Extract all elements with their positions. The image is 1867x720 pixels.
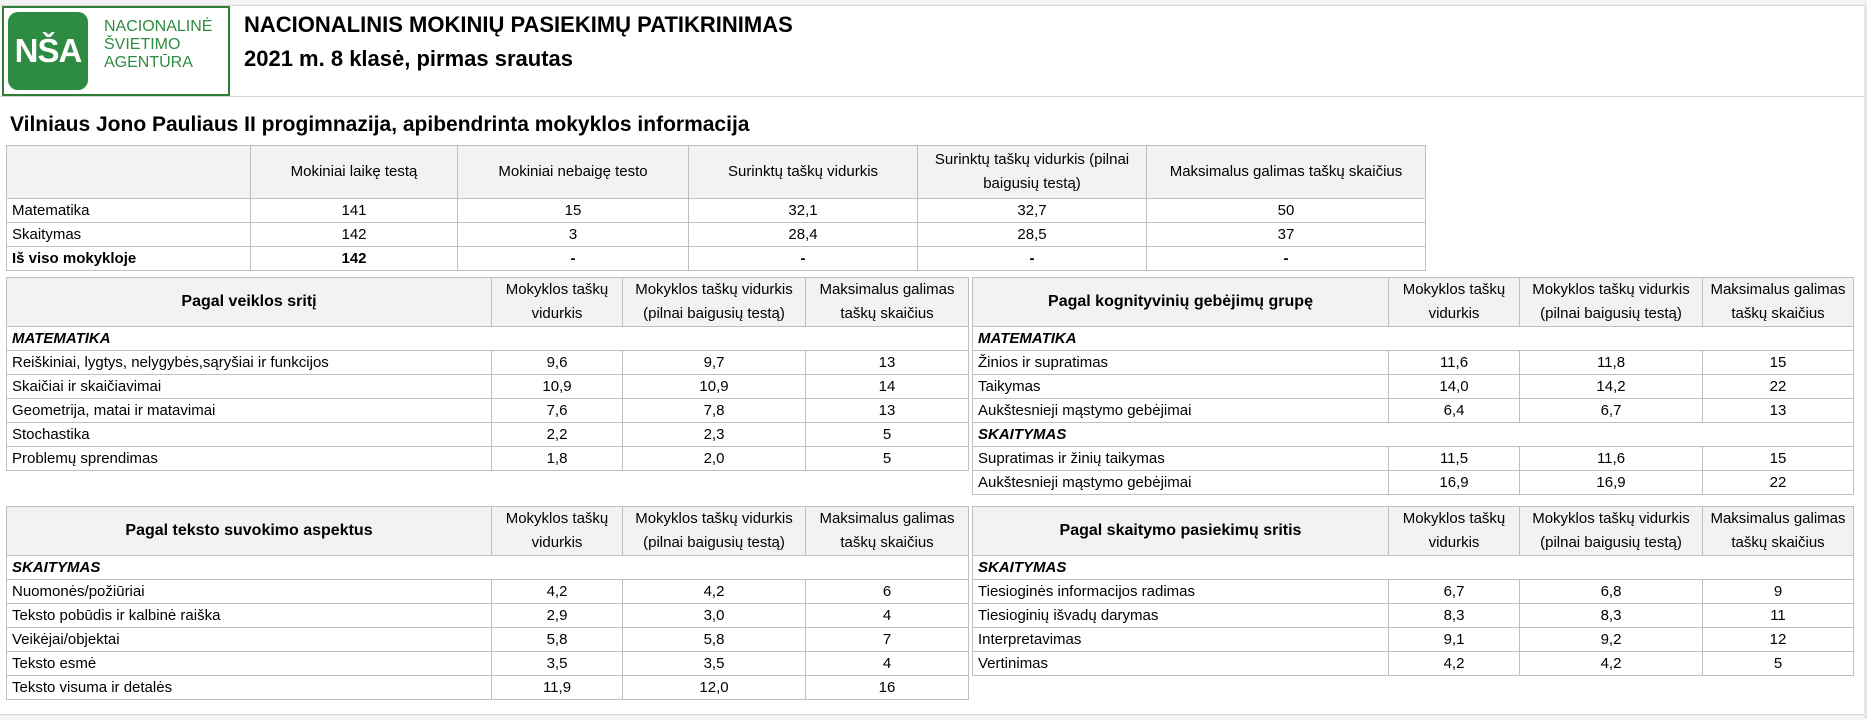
cell[interactable]: 2,9 [492, 604, 623, 628]
table-row [7, 580, 969, 604]
table-row [7, 604, 969, 628]
activity-area-table [6, 277, 969, 471]
cell[interactable]: 28,4 [689, 223, 918, 247]
cell[interactable]: 13 [806, 399, 969, 423]
cell[interactable]: 8,3 [1520, 604, 1703, 628]
logo-line-2: ŠVIETIMO [104, 36, 181, 53]
table-row [7, 652, 969, 676]
cell[interactable]: 6 [806, 580, 969, 604]
cell[interactable]: Reiškiniai, lygtys, nelygybės,sąryšiai ir funkcijos [7, 351, 492, 375]
cell[interactable]: Skaitymas [7, 223, 251, 247]
nsa-logo-text [104, 18, 212, 72]
cell[interactable]: 2,3 [623, 423, 806, 447]
cell[interactable]: 14 [806, 375, 969, 399]
cell[interactable]: 141 [251, 199, 458, 223]
col-header: Mokyklos taškų vidurkis (pilnai baigusių testą) [623, 507, 806, 556]
horizontal-scrollbar[interactable] [0, 714, 1864, 720]
cell[interactable]: 5,8 [623, 628, 806, 652]
cell[interactable]: 11,6 [1389, 351, 1520, 375]
cell[interactable]: 5 [1703, 652, 1854, 676]
cell[interactable]: 11,9 [492, 676, 623, 700]
cell[interactable]: 4,2 [492, 580, 623, 604]
table-row [973, 471, 1854, 495]
col-header: Mokyklos taškų vidurkis (pilnai baigusių testą) [623, 278, 806, 327]
cell[interactable]: 3 [458, 223, 689, 247]
cell[interactable]: Teksto visuma ir detalės [7, 676, 492, 700]
cell[interactable]: 13 [806, 351, 969, 375]
header-divider [0, 96, 1864, 97]
cell[interactable]: 4 [806, 652, 969, 676]
table-row [973, 375, 1854, 399]
text-comprehension-table [6, 506, 969, 700]
col-header: Mokyklos taškų vidurkis [1389, 507, 1520, 556]
cell[interactable]: 6,8 [1520, 580, 1703, 604]
logo-line-1: NACIONALINĖ [104, 18, 213, 35]
col-header: Maksimalus galimas taškų skaičius [1703, 507, 1854, 556]
cell[interactable]: 50 [1147, 199, 1426, 223]
table-row [973, 628, 1854, 652]
cell[interactable]: 4,2 [1389, 652, 1520, 676]
cell[interactable]: 10,9 [623, 375, 806, 399]
table-title: Pagal teksto suvokimo aspektus [7, 507, 492, 556]
logo-line-3: AGENTŪRA [104, 54, 193, 71]
summary-table [6, 145, 1426, 271]
table-row [7, 676, 969, 700]
cell[interactable]: Supratimas ir žinių taikymas [973, 447, 1389, 471]
col-header: Mokyklos taškų vidurkis [492, 507, 623, 556]
summary-header: Mokiniai nebaigę testo [458, 146, 689, 199]
cell[interactable]: 10,9 [492, 375, 623, 399]
cell[interactable]: 2,0 [623, 447, 806, 471]
cell[interactable]: 8,3 [1389, 604, 1520, 628]
cell[interactable]: - [689, 247, 918, 271]
cell[interactable]: 15 [1703, 447, 1854, 471]
cell[interactable]: 11,8 [1520, 351, 1703, 375]
cell[interactable]: 32,1 [689, 199, 918, 223]
table-row [973, 447, 1854, 471]
cell[interactable]: 9,2 [1520, 628, 1703, 652]
cell[interactable]: 1,8 [492, 447, 623, 471]
table-row [973, 604, 1854, 628]
table-title: Pagal skaitymo pasiekimų sritis [973, 507, 1389, 556]
cell[interactable]: Tiesioginės informacijos radimas [973, 580, 1389, 604]
cell[interactable]: 22 [1703, 375, 1854, 399]
cell[interactable]: 16 [806, 676, 969, 700]
table-row [973, 652, 1854, 676]
cell[interactable]: 15 [1703, 351, 1854, 375]
cell[interactable]: Geometrija, matai ir matavimai [7, 399, 492, 423]
cell[interactable]: 9,6 [492, 351, 623, 375]
cell[interactable]: 14,0 [1389, 375, 1520, 399]
reading-achievement-table [972, 506, 1854, 676]
summary-header: Surinktų taškų vidurkis (pilnai baigusių testą) [918, 146, 1147, 199]
table-row [7, 199, 1426, 223]
table-row [7, 447, 969, 471]
cell[interactable]: 32,7 [918, 199, 1147, 223]
logo-cell[interactable] [2, 6, 230, 96]
cell[interactable]: Teksto pobūdis ir kalbinė raiška [7, 604, 492, 628]
cell[interactable]: - [918, 247, 1147, 271]
cell[interactable]: 9,1 [1389, 628, 1520, 652]
col-header: Mokyklos taškų vidurkis [1389, 278, 1520, 327]
cell[interactable]: Aukštesnieji mąstymo gebėjimai [973, 399, 1389, 423]
cell[interactable]: Nuomonės/požiūriai [7, 580, 492, 604]
cell[interactable]: 4 [806, 604, 969, 628]
cell[interactable]: 6,7 [1389, 580, 1520, 604]
cell[interactable]: 16,9 [1520, 471, 1703, 495]
summary-header: Mokiniai laikę testą [251, 146, 458, 199]
cell[interactable]: 11,6 [1520, 447, 1703, 471]
table-row [973, 399, 1854, 423]
cell[interactable]: 15 [458, 199, 689, 223]
summary-header: Surinktų taškų vidurkis [689, 146, 918, 199]
cell[interactable]: 37 [1147, 223, 1426, 247]
cell[interactable]: Veikėjai/objektai [7, 628, 492, 652]
table-row [7, 423, 969, 447]
cell[interactable]: 7 [806, 628, 969, 652]
section-label[interactable]: MATEMATIKA [7, 327, 969, 351]
cell[interactable]: Skaičiai ir skaičiavimai [7, 375, 492, 399]
cell[interactable]: 142 [251, 247, 458, 271]
col-header: Mokyklos taškų vidurkis (pilnai baigusių testą) [1520, 278, 1703, 327]
cell[interactable]: Žinios ir supratimas [973, 351, 1389, 375]
nsa-logo-mark: NŠA [8, 12, 88, 90]
cell[interactable]: Stochastika [7, 423, 492, 447]
cell[interactable]: 22 [1703, 471, 1854, 495]
cell[interactable]: 142 [251, 223, 458, 247]
table-row [7, 399, 969, 423]
cell[interactable]: 6,7 [1520, 399, 1703, 423]
cell[interactable]: 6,4 [1389, 399, 1520, 423]
school-title: Vilniaus Jono Pauliaus II progimnazija, apibendrinta mokyklos informacija [10, 113, 750, 136]
cell[interactable]: 4,2 [623, 580, 806, 604]
cell[interactable]: Aukštesnieji mąstymo gebėjimai [973, 471, 1389, 495]
report-title: NACIONALINIS MOKINIŲ PASIEKIMŲ PATIKRINIMAS [244, 12, 793, 37]
col-header: Mokyklos taškų vidurkis [492, 278, 623, 327]
cell[interactable]: 5 [806, 423, 969, 447]
cell[interactable]: Matematika [7, 199, 251, 223]
table-title: Pagal veiklos sritį [7, 278, 492, 327]
table-row [973, 351, 1854, 375]
cell[interactable]: 12 [1703, 628, 1854, 652]
cell[interactable]: Tiesioginių išvadų darymas [973, 604, 1389, 628]
section-label[interactable]: SKAITYMAS [973, 423, 1854, 447]
table-row [7, 351, 969, 375]
cell[interactable]: Interpretavimas [973, 628, 1389, 652]
table-row [7, 223, 1426, 247]
cell[interactable]: 12,0 [623, 676, 806, 700]
cognitive-skills-table [972, 277, 1854, 495]
col-header: Mokyklos taškų vidurkis (pilnai baigusių testą) [1520, 507, 1703, 556]
section-label[interactable]: MATEMATIKA [973, 327, 1854, 351]
cell[interactable]: 3,5 [623, 652, 806, 676]
cell[interactable]: Problemų sprendimas [7, 447, 492, 471]
col-header: Maksimalus galimas taškų skaičius [806, 507, 969, 556]
cell[interactable]: - [1147, 247, 1426, 271]
section-label[interactable]: SKAITYMAS [7, 556, 969, 580]
cell[interactable]: 13 [1703, 399, 1854, 423]
cell[interactable]: 16,9 [1389, 471, 1520, 495]
cell[interactable]: 7,6 [492, 399, 623, 423]
cell[interactable]: 3,5 [492, 652, 623, 676]
cell[interactable]: 28,5 [918, 223, 1147, 247]
cell[interactable]: Vertinimas [973, 652, 1389, 676]
cell[interactable]: 2,2 [492, 423, 623, 447]
table-row [7, 628, 969, 652]
cell[interactable]: 5,8 [492, 628, 623, 652]
summary-header-empty [7, 146, 251, 199]
cell[interactable]: - [458, 247, 689, 271]
cell[interactable]: 4,2 [1520, 652, 1703, 676]
table-row [7, 247, 1426, 271]
cell[interactable]: Teksto esmė [7, 652, 492, 676]
cell[interactable]: 11 [1703, 604, 1854, 628]
cell[interactable]: 14,2 [1520, 375, 1703, 399]
col-header: Maksimalus galimas taškų skaičius [1703, 278, 1854, 327]
cell[interactable]: Taikymas [973, 375, 1389, 399]
cell[interactable]: 7,8 [623, 399, 806, 423]
table-row [973, 580, 1854, 604]
cell[interactable]: 5 [806, 447, 969, 471]
summary-header: Maksimalus galimas taškų skaičius [1147, 146, 1426, 199]
report-subtitle: 2021 m. 8 klasė, pirmas srautas [244, 46, 573, 71]
cell[interactable]: 3,0 [623, 604, 806, 628]
cell[interactable]: 9,7 [623, 351, 806, 375]
cell[interactable]: Iš viso mokykloje [7, 247, 251, 271]
table-title: Pagal kognityvinių gebėjimų grupę [973, 278, 1389, 327]
cell[interactable]: 9 [1703, 580, 1854, 604]
section-label[interactable]: SKAITYMAS [973, 556, 1854, 580]
cell[interactable]: 11,5 [1389, 447, 1520, 471]
column-header-strip [0, 0, 1867, 6]
col-header: Maksimalus galimas taškų skaičius [806, 278, 969, 327]
table-row [7, 375, 969, 399]
